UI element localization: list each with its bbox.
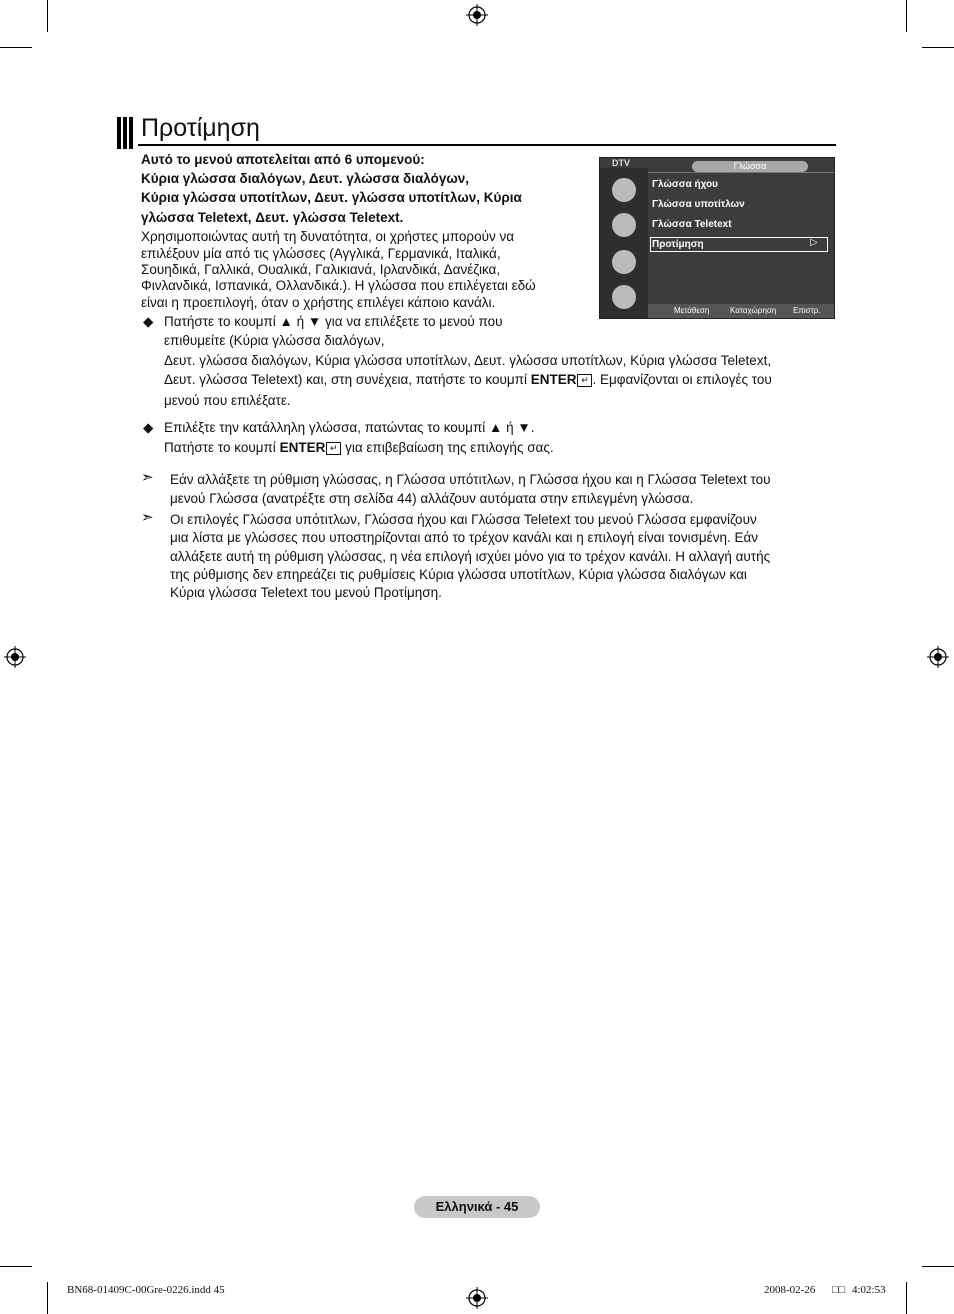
bullet2-text: Πατήστε το κουμπί	[164, 440, 280, 455]
note-arrow-icon: ➣	[141, 469, 154, 486]
page-number-badge: Ελληνικά - 45	[414, 1196, 540, 1218]
note2-line: Κύρια γλώσσα Teletext του μενού Προτίμηση.	[170, 585, 442, 600]
enter-icon: ↵	[577, 374, 592, 387]
crop-mark	[47, 0, 48, 32]
enter-icon: ↵	[326, 442, 341, 455]
registration-mark-icon	[927, 646, 949, 668]
page-title: Προτίμηση	[141, 114, 260, 142]
note2-line: αλλάξετε αυτή τη ρύθμιση γλώσσας, η νέα επιλογή ισχύει μόνο για το τρέχον κανάλι. Η αλλαγή αυτής	[170, 549, 771, 564]
tv-input-icon	[612, 285, 636, 309]
intro-bold-line: Αυτό το μενού αποτελείται από 6 υπομενού:	[141, 152, 425, 167]
note-arrow-icon: ➣	[141, 509, 154, 526]
tv-sound-icon	[612, 213, 636, 237]
crop-mark	[906, 0, 907, 32]
title-rule	[138, 144, 836, 146]
bullet2-text: για επιβεβαίωση της επιλογής σας.	[341, 440, 554, 455]
bullet1-line: Δευτ. γλώσσα διαλόγων, Κύρια γλώσσα υποτίτλων, Δευτ. γλώσσα υποτίτλων, Κύρια γλώσσα Teletext,	[164, 353, 772, 368]
tv-menu-screenshot	[599, 157, 835, 319]
crop-mark	[0, 1266, 32, 1267]
footer-date: 2008-02-26	[764, 1284, 816, 1296]
bullet2-line	[164, 438, 554, 457]
footer-time: 4:02:53	[852, 1284, 886, 1296]
crop-mark	[922, 1266, 954, 1267]
tv-menu-item: Γλώσσα Teletext	[652, 219, 732, 230]
intro-line: Σουηδικά, Γαλλικά, Ουαλικά, Γαλικιανά, Ιρλανδικά, Δανέζικα,	[141, 262, 501, 277]
bullet-diamond-icon: ◆	[143, 314, 154, 329]
tv-hint-return: Επιστρ.	[793, 306, 821, 315]
intro-line: επιλέξουν μία από τις γλώσσες (Αγγλικά, Γερμανικά, Ιταλικά,	[141, 246, 501, 261]
tv-menu-item-selected: Προτίμηση	[652, 239, 704, 250]
intro-line: είναι η προεπιλογή, όταν ο χρήστης επιλέγει κάποιο κανάλι.	[141, 295, 496, 310]
intro-bold-line: γλώσσα Teletext, Δευτ. γλώσσα Teletext.	[141, 210, 404, 225]
note1-line: μενού Γλώσσα (ανατρέξτε στη σελίδα 44) αλλάζουν αυτόματα στην επιλεγμένη γλώσσα.	[170, 491, 694, 506]
bullet1-text: . Εμφανίζονται οι επιλογές του	[592, 372, 772, 387]
note2-line: της ρύθμισης δεν επηρεάζει τις ρυθμίσεις Κύρια γλώσσα υποτίτλων, Κύρια γλώσσα διαλόγων και	[170, 567, 747, 582]
bullet1-line: μενού που επιλέξατε.	[164, 393, 291, 408]
tv-menu-item: Γλώσσα ήχου	[652, 179, 718, 190]
tv-menu-item: Γλώσσα υποτίτλων	[652, 199, 745, 210]
footer-glyphs: □□	[832, 1284, 846, 1296]
intro-line: Χρησιμοποιώντας αυτή τη δυνατότητα, οι χρήστες μπορούν να	[141, 229, 515, 244]
enter-key-label: ENTER	[530, 372, 577, 387]
bullet1-line: επιθυμείτε (Κύρια γλώσσα διαλόγων,	[164, 333, 385, 348]
registration-mark-icon	[466, 1287, 488, 1309]
tv-picture-icon	[612, 178, 636, 202]
intro-line: Φινλανδικά, Ισπανικά, Ολλανδικά.). Η γλώσσα που επιλέγεται εδώ	[141, 278, 536, 293]
bullet2-line: Επιλέξτε την κατάλληλη γλώσσα, πατώντας το κουμπί ▲ ή ▼.	[164, 420, 535, 435]
intro-bold-line: Κύρια γλώσσα υποτίτλων, Δευτ. γλώσσα υποτίτλων, Κύρια	[141, 190, 522, 205]
footer-file: BN68-01409C-00Gre-0226.indd 45	[67, 1284, 225, 1296]
tv-mode-label: DTV	[612, 158, 630, 168]
note2-line: μια λίστα με γλώσσες που υποστηρίζονται από το τρέχον κανάλι και η επιλογή είναι τονισμένη. Εάν	[170, 530, 759, 545]
tv-setup-icon	[612, 250, 636, 274]
crop-mark	[0, 47, 32, 48]
crop-mark	[906, 1282, 907, 1314]
enter-key-label: ENTER	[279, 440, 326, 455]
bullet-diamond-icon: ◆	[143, 420, 154, 435]
crop-mark	[47, 1282, 48, 1314]
tv-hint-move: Μετάθεση	[674, 306, 710, 315]
registration-mark-icon	[4, 646, 26, 668]
tv-hint-enter: Καταχώρηση	[730, 306, 777, 315]
note1-line: Εάν αλλάξετε τη ρύθμιση γλώσσας, η Γλώσσα υπότιτλων, η Γλώσσα ήχου και η Γλώσσα Teletext του	[170, 472, 771, 487]
tv-submenu-arrow-icon: ▷	[810, 237, 818, 248]
bullet1-line: Πατήστε το κουμπί ▲ ή ▼ για να επιλέξετε το μενού που	[164, 314, 503, 329]
bullet1-line	[164, 370, 772, 389]
note2-line: Οι επιλογές Γλώσσα υπότιτλων, Γλώσσα ήχου και Γλώσσα Teletext του μενού Γλώσσα εμφανίζουν	[170, 512, 757, 527]
bullet1-text: Δευτ. γλώσσα Teletext) και, στη συνέχεια, πατήστε το κουμπί	[164, 372, 531, 387]
crop-mark	[922, 47, 954, 48]
intro-bold-line: Κύρια γλώσσα διαλόγων, Δευτ. γλώσσα διαλόγων,	[141, 171, 470, 186]
registration-mark-icon	[466, 4, 488, 26]
tv-menu-tab: Γλώσσα	[692, 161, 808, 172]
